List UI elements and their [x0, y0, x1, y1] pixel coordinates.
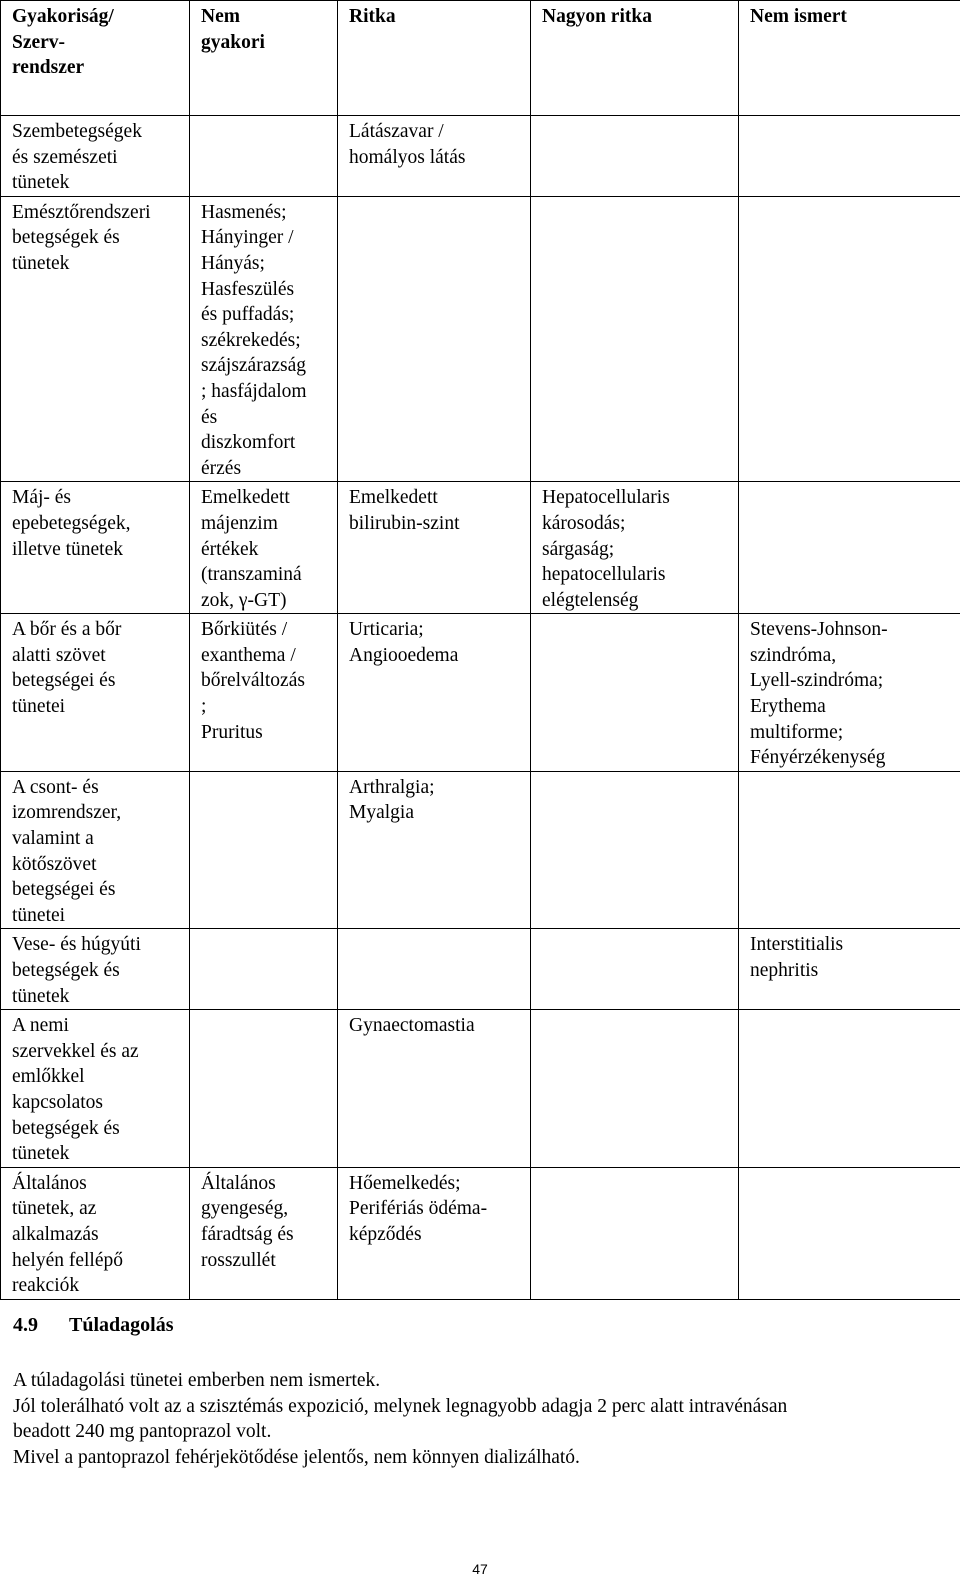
- not-known-cell: [739, 771, 960, 929]
- organ-class-cell: A nemi szervekkel és az emlőkkel kapcsolatos betegségek és tünetek: [1, 1010, 190, 1168]
- rare-cell: Látászavar / homályos látás: [338, 116, 531, 197]
- table-header-row: [1, 1, 960, 116]
- table-row: [1, 196, 960, 482]
- page-number: 47: [472, 1561, 488, 1577]
- uncommon-cell: [190, 771, 338, 929]
- header-very-rare: Nagyon ritka: [531, 1, 739, 116]
- section-title: Túladagolás: [69, 1314, 174, 1336]
- header-frequency-organ: Gyakoriság/ Szerv- rendszer: [1, 1, 190, 116]
- organ-class-cell: A csont- és izomrendszer, valamint a kötőszövet betegségei és tünetei: [1, 771, 190, 929]
- very-rare-cell: [531, 929, 739, 1010]
- very-rare-cell: Hepatocellularis károsodás; sárgaság; hepatocellularis elégtelenség: [531, 482, 739, 614]
- rare-cell: Arthralgia; Myalgia: [338, 771, 531, 929]
- not-known-cell: Stevens-Johnson- szindróma, Lyell-szindróma; Erythema multiforme; Fényérzékenység: [739, 614, 960, 772]
- header-rare: Ritka: [338, 1, 531, 116]
- uncommon-cell: Hasmenés; Hányinger / Hányás; Hasfeszülés és puffadás; székrekedés; szájszárazság ; hasfájdalom és diszkomfort érzés: [190, 196, 338, 482]
- table-row: [1, 929, 960, 1010]
- rare-cell: Urticaria; Angiooedema: [338, 614, 531, 772]
- not-known-cell: [739, 116, 960, 197]
- very-rare-cell: [531, 196, 739, 482]
- table-row: [1, 1167, 960, 1299]
- table-row: [1, 1010, 960, 1168]
- very-rare-cell: [531, 1167, 739, 1299]
- section-heading: [13, 1314, 173, 1337]
- table-row: [1, 614, 960, 772]
- uncommon-cell: [190, 1010, 338, 1168]
- very-rare-cell: [531, 614, 739, 772]
- not-known-cell: Interstitialis nephritis: [739, 929, 960, 1010]
- not-known-cell: [739, 196, 960, 482]
- header-uncommon: Nem gyakori: [190, 1, 338, 116]
- uncommon-cell: Emelkedett májenzim értékek (transzaminá zok, γ-GT): [190, 482, 338, 614]
- table-row: [1, 116, 960, 197]
- table-row: [1, 771, 960, 929]
- header-not-known: Nem ismert: [739, 1, 960, 116]
- rare-cell: Emelkedett bilirubin-szint: [338, 482, 531, 614]
- overdose-paragraph: A túladagolási tünetei emberben nem ismertek. Jól tolerálható volt az a szisztémás expozició, melynek legnagyobb adagja 2 perc alatt intravénásan beadott 240 mg pantoprazol volt. Mivel a pantoprazol fehérjekötődése jelentős, nem könnyen dializálható.: [13, 1370, 788, 1468]
- not-known-cell: [739, 1010, 960, 1168]
- very-rare-cell: [531, 771, 739, 929]
- rare-cell: [338, 929, 531, 1010]
- rare-cell: Gynaectomastia: [338, 1010, 531, 1168]
- organ-class-cell: Emésztőrendszeri betegségek és tünetek: [1, 196, 190, 482]
- rare-cell: [338, 196, 531, 482]
- rare-cell: Hőemelkedés; Perifériás ödéma- képződés: [338, 1167, 531, 1299]
- very-rare-cell: [531, 1010, 739, 1168]
- section-number: 4.9: [13, 1314, 38, 1336]
- uncommon-cell: [190, 929, 338, 1010]
- uncommon-cell: [190, 116, 338, 197]
- uncommon-cell: Bőrkiütés / exanthema / bőrelváltozás ; Pruritus: [190, 614, 338, 772]
- uncommon-cell: Általános gyengeség, fáradtság és rosszullét: [190, 1167, 338, 1299]
- organ-class-cell: Általános tünetek, az alkalmazás helyén fellépő reakciók: [1, 1167, 190, 1299]
- organ-class-cell: Vese- és húgyúti betegségek és tünetek: [1, 929, 190, 1010]
- table-row: [1, 482, 960, 614]
- organ-class-cell: Máj- és epebetegségek, illetve tünetek: [1, 482, 190, 614]
- organ-class-cell: A bőr és a bőr alatti szövet betegségei és tünetei: [1, 614, 190, 772]
- organ-class-cell: Szembetegségek és szemészeti tünetek: [1, 116, 190, 197]
- not-known-cell: [739, 482, 960, 614]
- not-known-cell: [739, 1167, 960, 1299]
- very-rare-cell: [531, 116, 739, 197]
